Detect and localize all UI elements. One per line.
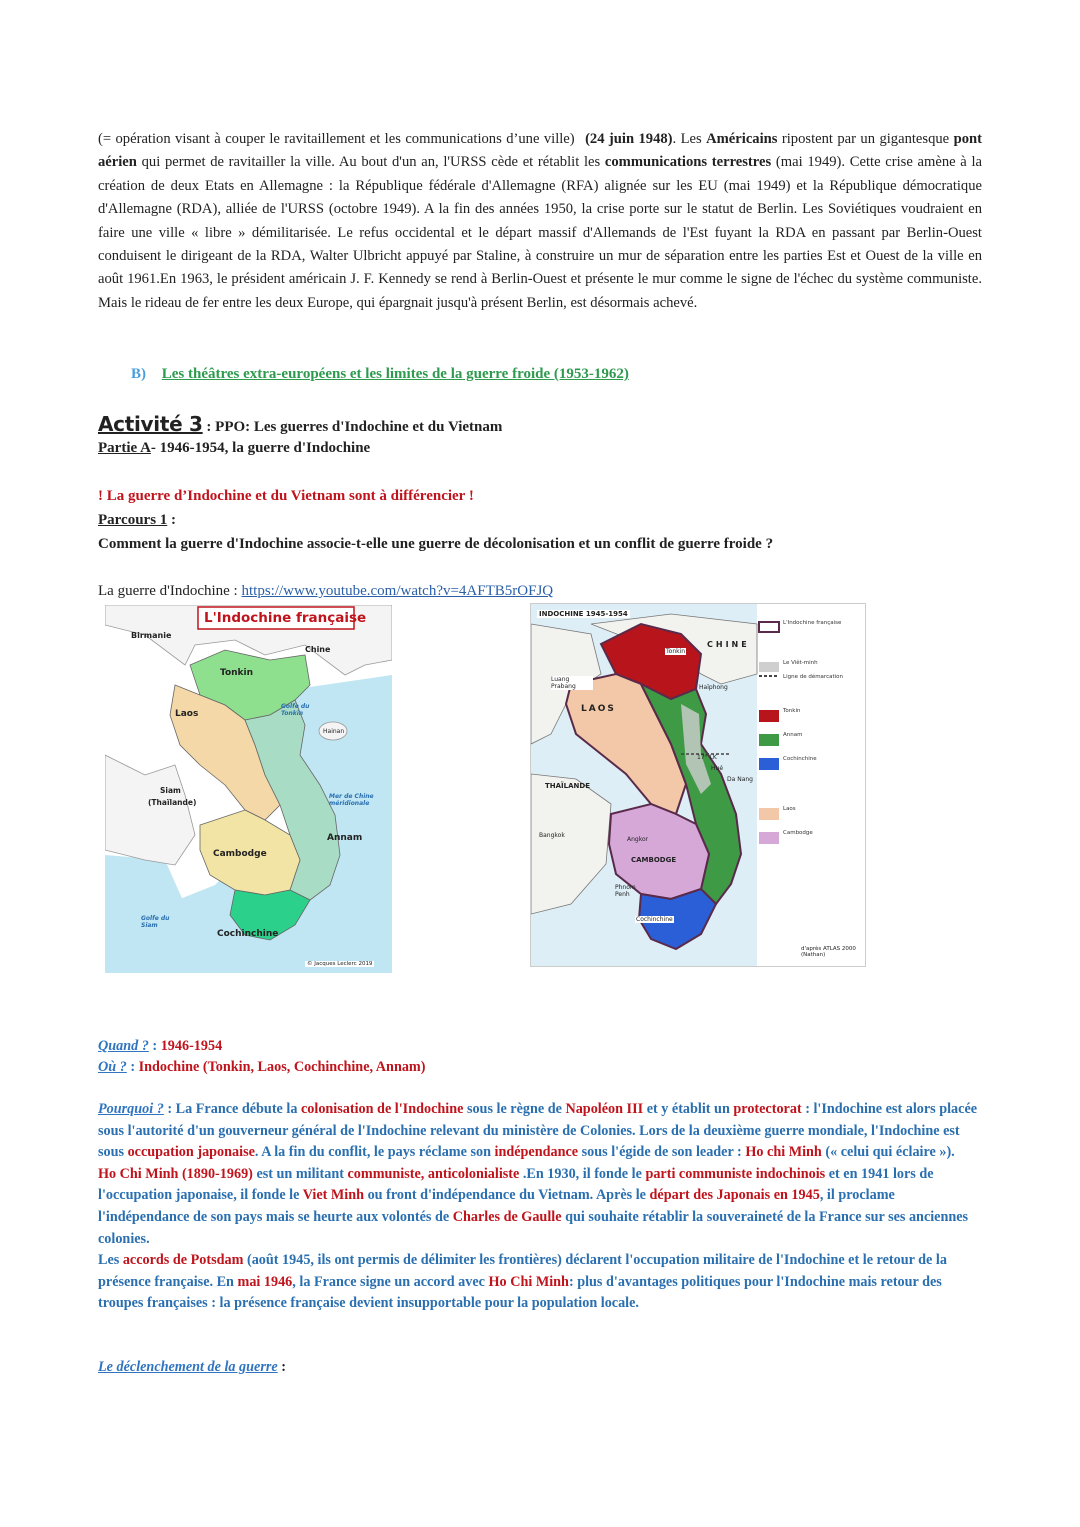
highlight-text: occupation japonaise [127,1144,255,1161]
highlight-text: accords de Potsdam [122,1252,244,1269]
map1-label-birmanie: Birmanie [131,631,172,640]
pourquoi-p3 [98,1250,982,1315]
highlight-text: Ho Chi Minh [488,1273,569,1290]
ou-value: Indochine (Tonkin, Laos, Cochinchine, Annam) [138,1059,426,1075]
part-a-title: - 1946-1954, la guerre d'Indochine [150,440,371,456]
intro-text: (= opération visant à couper le ravitaillement et les communications d’une ville) [98,131,575,147]
body-text: .En 1930, il fonde le [519,1165,646,1182]
highlight-text: Viet Minh [302,1187,365,1204]
map1-label-mer: Mer de Chine méridionale [329,793,374,807]
map2-label-chine: CHINE [707,640,750,649]
activity-subtitle: : PPO: Les guerres d'Indochine et du Vietnam [206,419,503,435]
activity-heading [98,412,502,436]
map2-label-phnom: Phnom Penh [615,884,636,898]
quand-label: Quand ? [98,1038,149,1054]
map2-legend [783,620,863,854]
highlight-text: protectorat [733,1101,802,1117]
pourquoi-label: Pourquoi ? [98,1101,164,1117]
map2-label-laos: LAOS [581,704,616,714]
body-text: . A la fin du conflit, le pays réclame son [254,1144,495,1161]
section-b-label: B) [131,366,146,382]
map1-label-chine: Chine [305,645,331,654]
intro-text: qui permet de ravitailler la ville. Au bout d'un an, l'URSS cède et rétablit les [141,154,601,171]
highlight-text: indépendance [494,1144,579,1161]
body-text: : La France débute la [167,1101,301,1117]
body-text: ou front d'indépendance du Vietnam. Après le [364,1187,650,1204]
map1-label-cochinchine: Cochinchine [217,929,279,939]
map2-label-angkor: Angkor [627,836,649,843]
highlight-text: communiste, anticolonialiste [347,1165,520,1182]
body-text: : l'Indochine est alors placée sous l'autorité d'un gouverneur général de l'Indochine relevant du ministère de Colonies. Lors de la deuxième guerre mondiale, l'Indochine est sous [98,1101,978,1161]
intro-bold-americains: Américains [706,131,778,147]
body-text: et en 1941 lors de l'occupation japonaise, il fonde le [98,1165,934,1204]
map2-legend-item: Tonkin [783,708,801,714]
map1-label-golfe-siam: Golfe du Siam [141,915,170,929]
map1-label-laos: Laos [175,709,199,719]
body-text: est un militant [252,1165,348,1182]
intro-text: . Les [672,131,702,147]
map1-label-siam: Siam [160,786,181,795]
map1-credit: © Jacques Leclerc 2019 [307,961,373,967]
video-line [98,583,553,600]
map1-title: L'Indochine française [204,610,367,626]
video-label: La guerre d'Indochine : [98,583,238,599]
quand-line [98,1038,222,1055]
map2-legend-item: Cochinchine [783,756,817,762]
body-text: sous l'égide de son leader : [578,1144,746,1161]
warning-text: ! La guerre d’Indochine et du Vietnam sont à différencier ! [98,488,474,504]
map1-label-annam: Annam [327,833,363,843]
map2-label-cochinchine: Cochinchine [636,916,673,923]
body-text: : plus d'avantages politiques pour l'Indochine mais retour des troupes françaises : la présence française devient insupportable pour la population locale. [98,1273,942,1312]
intro-text: ripostent par un [781,131,876,147]
map2-label-hue: Hué [711,765,724,772]
parcours-heading [98,512,176,529]
map1-label-cambodge: Cambodge [213,849,267,859]
intro-bold-communications: communications terrestres [604,154,772,171]
pourquoi-p1 [98,1099,982,1164]
map2-label-thailande: THAÏLANDE [545,782,590,790]
body-text: qui souhaite rétablir la souveraineté de la France sur ses anciennes colonies. [98,1208,969,1247]
pourquoi-p2 [98,1164,982,1250]
highlight-text: départ des Japonais en 1945 [649,1187,820,1204]
map2-legend-item: Laos [783,806,796,812]
map-indochine-francaise [105,605,392,973]
intro-text: 1949). Cette crise amène à la création de deux Etats en Allemagne : la République fédérale d'Allemagne (RFA) alignée sur les EU (mai 1949) et la République démocratique d'Allemagne (RDA), alliée de l'URSS (octobre 1949). A la fin des années 1950, la crise porte sur le statut de Berlin. Les Soviétiques voudraient en faire une ville « libre » démilitarisée. Le refus occidental et le départ massif d'Allemands de l'Est fuyant la RDA en passant par Berlin-Ouest conduisent le dirigeant de la RDA, Walter Ulbricht appuyé par Staline, à construire un mur de séparation entre les parties Est et Ouest de la ville en août 1961.En 1963, le président américain J. F. Kennedy se rend à Berlin-Ouest et présente le mur comme le signe de l'échec du système communiste. Mais le rideau de fer entre les deux Europe, qui épargnait jusqu'à présent Berlin, est désormais achevé. [98,154,983,311]
map1-label-thailande: (Thaïlande) [148,798,197,807]
intro-date: (24 juin 1948) [585,131,673,147]
body-text: , la France signe un accord avec [292,1273,489,1290]
map2-label-tonkin: Tonkin [666,648,686,655]
map1-label-tonkin: Tonkin [220,668,254,678]
body-text: et y établit un [643,1101,734,1117]
declenchement-colon: : [281,1359,286,1375]
intro-paragraph [98,128,982,315]
section-b-heading [131,366,629,383]
declenchement-line [98,1359,286,1376]
map2-legend-item: Le Viêt-minh [783,660,818,666]
intro-text: (mai [775,154,803,171]
pourquoi-block [98,1099,982,1315]
intro-text: gigantesque [879,131,950,147]
highlight-text: Napoléon III [565,1101,644,1117]
ou-label: Où ? [98,1059,127,1075]
highlight-text: Ho chi Minh [745,1144,822,1161]
highlight-text: mai 1946 [237,1273,293,1290]
map2-label-haiphong: Haïphong [699,684,728,691]
part-a-label: Partie A [98,440,151,456]
section-b-title: Les théâtres extra-européens et les limites de la guerre froide (1953-1962) [161,366,629,382]
video-link[interactable]: https://www.youtube.com/watch?v=4AFTB5rOFJQ [241,583,554,599]
map2-label-bangkok: Bangkok [539,832,565,839]
parcours-colon: : [171,512,177,528]
ou-line [98,1059,425,1076]
activity-title: Activité 3 [98,412,203,436]
highlight-text: Ho Chi Minh (1890-1969) [98,1165,253,1182]
map2-legend-item: L'Indochine française [783,620,842,626]
quand-colon: : [152,1038,158,1054]
parcours-label: Parcours 1 [98,512,168,528]
part-a-heading [98,440,370,457]
map2-label-luang: Luang Prabang [551,676,593,690]
intro-bold-pont: pont aérien [98,131,982,171]
map2-legend-item: Annam [783,732,803,738]
highlight-text: parti communiste indochinois [645,1165,826,1182]
map2-label-danang: Da Nang [727,776,753,783]
map1-label-hainan: Hainan [323,728,345,735]
body-text: (août 1945, ils ont permis de délimiter les frontières) déclarent l'occupation militaire de l'Indochine et le retour de la présence française. En [98,1252,947,1290]
map2-label-parallel: 17° LK [697,754,717,761]
body-text: Les [98,1252,123,1269]
map1-label-golfe-tonkin: Golfe du Tonkin [281,703,310,717]
highlight-text: Charles de Gaulle [452,1208,562,1225]
map-indochine-1945-1954 [530,603,866,967]
map2-legend-item: Cambodge [783,830,813,836]
highlight-text: colonisation de l'Indochine [300,1101,464,1117]
map2-label-cambodge: CAMBODGE [631,856,677,864]
pourquoi-p1-text [98,1101,977,1160]
map2-legend-item: Ligne de démarcation [783,674,843,680]
map2-credit: d'après ATLAS 2000 (Nathan) [801,946,856,958]
body-text: (« celui qui éclaire »). [821,1144,955,1161]
map2-title: INDOCHINE 1945-1954 [539,610,628,618]
ou-colon: : [130,1059,136,1075]
declenchement-label: Le déclenchement de la guerre [98,1359,278,1375]
body-text: sous le règne de [463,1101,566,1117]
parcours-question: Comment la guerre d'Indochine associe-t-elle une guerre de décolonisation et un conflit de guerre froide ? [98,536,774,552]
body-text: , il proclame l'indépendance de son pays mais se heurte aux volontés de [98,1187,895,1225]
quand-value: 1946-1954 [160,1038,223,1054]
